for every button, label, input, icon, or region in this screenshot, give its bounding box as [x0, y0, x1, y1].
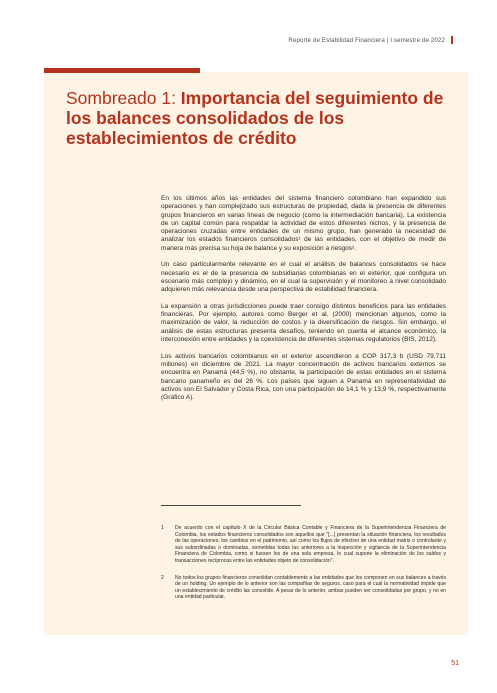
footnote-text: No todos los grupos financieros consolidan contablemente a las entidades que los componen en sus balances a través de un holding. Un ejemplo de lo anterior son las compañías de seguros, caso para el cual la normatividad impide que un establecimiento de crédito las consolide. A pesar de lo anterior, ambas pueden ser consolidadas por grupo, y no en una entidad particular. [175, 574, 446, 601]
box-body [161, 195, 446, 411]
paragraph: Los activos bancarios colombianos en el exterior ascendieron a COP 317,3 b (USD 79.711 millones) en diciembre de 2021. La mayor concentración de activos bancarios externos se encuentra en Panamá (44,5 %), no obstante, la participación de estas entidades en el sistema bancario panameño es del 26 %. Los países que siguen a Panamá en representatividad de activos son El Salvador y Costa Rica, con una participación de 14,1 % y 13,9 %, respectivamente (Gráfico A). [161, 352, 446, 402]
paragraph: En los últimos años las entidades del sistema financiero colombiano han expandido sus operaciones y han complejizado sus estructuras de propiedad, dada la presencia de diferentes grupos financieros en varias líneas de negocio (como la intermediación bancaria). La existencia de un capital común para respaldar la actividad de estos diferentes nichos, y la presencia de operaciones cruzadas entre entidades de un mismo grupo, han generado la necesidad de analizar los estados financieros consolidados¹ de las entidades, con el objetivo de medir de manera más precisa su hoja de balance y su exposición a riesgos². [161, 195, 446, 252]
box-title [66, 88, 451, 148]
paragraph: Un caso particularmente relevante en el cual el análisis de balances consolidados se hace necesario es el de la presencia de subsidiarias colombianas en el exterior, que configura un escenario más complejo y dinámico, en el cual la supervisión y el monitoreo a nivel consolidado adquieren más relevancia desde una perspectiva de estabilidad financiera. [161, 261, 446, 294]
box-title-main: Importancia del seguimiento de los balances consolidados de los establecimientos de crédito [66, 88, 444, 148]
footnote [161, 525, 446, 565]
footnote [161, 575, 446, 601]
footnote-number: 1 [161, 525, 164, 531]
box-title-prefix: Sombreado 1: [66, 88, 181, 108]
footnote-divider [161, 505, 301, 506]
footnote-number: 2 [161, 574, 164, 581]
running-header: Reporte de Estabilidad Financiera | I semestre de 2022 [288, 37, 445, 44]
footnotes [161, 525, 446, 611]
footnote-text: De acuerdo con el capítulo X de la Circular Básica Contable y Financiera de la Superintendencia Financiera de Colombia, los estados financieros consolidados son aquellos que "[...] presentan la situación financiera, los resultados de las operaciones, los cambios en el patrimonio, así como los flujos de efectivo de una entidad matriz o controlante y sus subordinadas o dominadas, sometidas todas las anteriores a la inspección y vigilancia de la Superintendencia Financiera de Colombia, como si fuesen los de una sola empresa, lo cual supone la eliminación de los saldos y transacciones recíprocas entre las entidades objeto de consolidación". [175, 525, 446, 564]
paragraph: La expansión a otras jurisdicciones puede traer consigo distintos beneficios para las entidades financieras. Por ejemplo, autores como Berger et al. (2000) mencionan algunos, como la maximización de valor, la reducción de costos y la diversificación de riesgos. Sin embargo, el análisis de estas estructuras presenta desafíos, teniendo en cuenta el alcance económico, la interconexión entre entidades y la coexistencia de diferentes sistemas regulatorios (BIS, 2012). [161, 302, 446, 344]
header-accent-bar [451, 36, 453, 44]
box-top-rule [44, 68, 200, 73]
page-number: 51 [451, 660, 459, 667]
